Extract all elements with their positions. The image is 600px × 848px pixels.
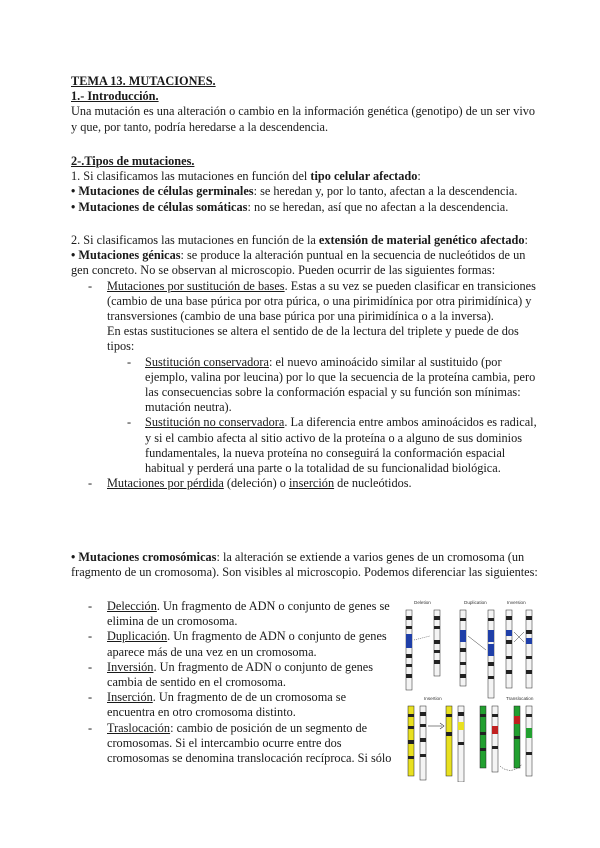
list-dash: - (127, 354, 132, 369)
list-item-duplication: - Duplicación. Un fragmento de ADN o conjunto de genes aparece más de una vez en un cromosoma. (88, 629, 387, 659)
translocation-chromosome-a (480, 706, 486, 768)
types-heading: 2-.Tipos de mutaciones. (71, 154, 195, 168)
translocation-chromosome-d (526, 706, 532, 776)
intro-heading: 1.- Introducción. (71, 89, 159, 104)
insertion-chromosome-a (408, 706, 414, 776)
intro-paragraph: Una mutación es una alteración o cambio en la información genética (genotipo) de un ser vivo y que, por tanto, podría heredarse a la descendencia. (71, 104, 536, 134)
label-inversion: Inversion (507, 600, 526, 605)
somatic-mutation-item: • Mutaciones de células somáticas: no se heredan, así que no afectan a la descendencia. (71, 199, 509, 214)
label-duplication: Duplication (464, 600, 487, 605)
types-block (71, 154, 541, 215)
document-title-block (71, 74, 541, 135)
list-item-deletion: - Delección. Un fragmento de ADN o conjunto de genes se elimina de un cromosoma. (88, 599, 390, 629)
insertion-chromosome-c (446, 706, 452, 776)
page-title: TEMA 13. MUTACIONES. (71, 74, 216, 88)
substitution-item: - Mutaciones por sustitución de bases. Estas a su vez se pueden clasificar en transiciones (cambio de una base púrica por otra púrica, o una pirimidínica por otra pirimidínica) y transversiones (cambio de una base púrica por una pirimidínica o a la inversa). En estas sustituciones se altera el sentido de de la lectura del triplete y puede de dos tipos: (71, 279, 541, 355)
nonconservative-substitution-item: - Sustitución no conservadora. La diferencia entre ambos aminoácidos es radical, y si el cambio afecta al sitio activo de la proteína o a alguno de sus dominios fundamentales, la nueva proteína no conseguirá la conformación espacial habitual y perderá una parte o la totalidad de su funcionalidad biológica. (127, 415, 537, 476)
duplication-chromosome-before (460, 610, 466, 686)
label-insertion: Insertion (424, 696, 442, 701)
duplication-chromosome-after (488, 610, 494, 698)
label-translocation: Translocation (506, 696, 534, 701)
germinal-mutation-item: • Mutaciones de células germinales: se heredan y, por lo tanto, afectan a la descendencia. (71, 184, 518, 199)
list-dash: - (127, 415, 132, 430)
chromosomal-block (71, 550, 541, 580)
list-item-insertion: - Inserción. Un fragmento de de un cromosoma se encuentra en otro cromosoma distinto. (88, 690, 347, 720)
extension-block (71, 233, 541, 491)
substitution-note: En estas sustituciones se altera el sentido de de la lectura del triplete y puede de dos tipos: (107, 324, 519, 354)
list-dash: - (88, 476, 93, 491)
translocation-chromosome-c (514, 706, 520, 768)
list-item-translocation: - Traslocación: cambio de posición de un segmento de cromosomas. Si el intercambio ocurre entre dos cromosomas se denomina translocación recíproca. Si sólo (88, 720, 392, 766)
deletion-chromosome-before (406, 610, 412, 690)
extension-classification-intro: 2. Si clasificamos las mutaciones en función de la extensión de material genético afectado: (71, 233, 528, 247)
inversion-chromosome-before (506, 610, 512, 688)
insertion-chromosome-b (420, 706, 426, 780)
deletion-chromosome-after (434, 610, 440, 676)
translocation-chromosome-b (492, 706, 498, 772)
chromosomal-list (71, 599, 396, 766)
chromosomal-mutation-item: • Mutaciones cromosómicas: la alteración se extiende a varios genes de un cromosoma (un fragmento de un cromosoma). Son visibles al microscopio. Podemos diferenciar las siguientes: (71, 550, 538, 580)
cell-classification-intro: 1. Si clasificamos las mutaciones en función del tipo celular afectado: (71, 169, 421, 184)
genic-mutation-item: • Mutaciones génicas: se produce la alteración puntual en la secuencia de nucleótidos de un gen concreto. No se observan al microscopio. Pueden ocurrir de las siguientes formas: (71, 248, 526, 278)
chromosome-mutation-diagram (396, 596, 536, 782)
inversion-chromosome-after (526, 610, 532, 688)
conservative-substitution-item: - Sustitución conservadora: el nuevo aminoácido similar al sustituido (por ejemplo, valina por leucina) por lo que la secuencia de la proteína cambia, pero las consecuencias sobre la conformación espacial y su función son mínimas: mutación neutra). (127, 354, 536, 415)
list-dash: - (88, 278, 93, 293)
list-item-inversion: - Inversión. Un fragmento de ADN o conjunto de genes cambia de sentido en el cromosoma. (88, 659, 374, 690)
label-deletion: Deletion (414, 600, 431, 605)
insertion-chromosome-d (458, 706, 464, 782)
loss-insertion-item: - Mutaciones por pérdida (deleción) o inserción de nucleótidos. (88, 476, 412, 491)
